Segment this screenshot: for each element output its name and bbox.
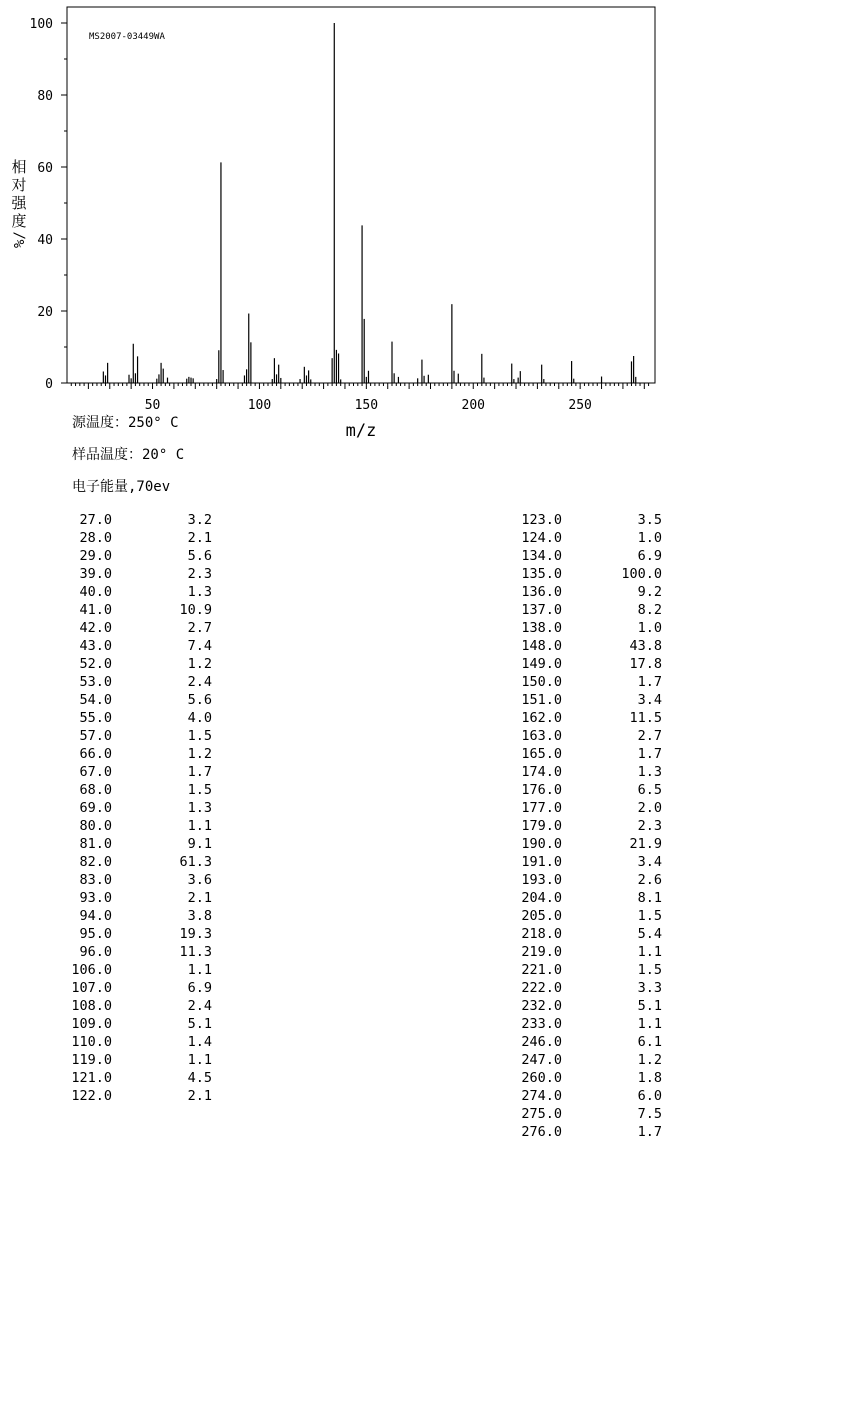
peak-intensity: 2.7 — [637, 728, 662, 744]
peak-mz: 81.0 — [79, 836, 112, 852]
peak-mz: 82.0 — [79, 854, 112, 870]
peak-intensity: 43.8 — [629, 638, 662, 654]
peak-intensity: 21.9 — [629, 836, 662, 852]
peak-mz: 136.0 — [521, 584, 562, 600]
peak-mz: 28.0 — [79, 530, 112, 546]
peak-intensity: 1.2 — [637, 1052, 662, 1068]
peak-mz: 274.0 — [521, 1088, 562, 1104]
peak-intensity: 5.6 — [187, 692, 212, 708]
peak-mz: 42.0 — [79, 620, 112, 636]
peak-mz: 233.0 — [521, 1016, 562, 1032]
peak-mz: 148.0 — [521, 638, 562, 654]
y-tick-label: 100 — [29, 17, 53, 32]
peak-mz: 190.0 — [521, 836, 562, 852]
y-axis-label-char-3: 强 — [11, 194, 27, 212]
x-tick-label: 150 — [354, 398, 379, 413]
peak-intensity: 3.3 — [637, 980, 662, 996]
peak-mz: 138.0 — [521, 620, 562, 636]
peak-intensity: 1.5 — [637, 962, 662, 978]
peak-mz: 57.0 — [79, 728, 112, 744]
peak-intensity: 2.4 — [187, 998, 212, 1014]
peak-mz: 165.0 — [521, 746, 562, 762]
peak-intensity: 4.0 — [187, 710, 212, 726]
x-tick-label: 50 — [144, 398, 161, 413]
peak-mz: 179.0 — [521, 818, 562, 834]
peak-mz: 121.0 — [71, 1070, 112, 1086]
peak-mz: 151.0 — [521, 692, 562, 708]
peak-intensity: 3.5 — [637, 512, 662, 528]
peak-mz: 27.0 — [79, 512, 112, 528]
y-tick-label: 60 — [37, 161, 53, 176]
peak-intensity: 7.4 — [187, 638, 212, 654]
peak-intensity: 8.1 — [637, 890, 662, 906]
y-tick-label: 80 — [37, 89, 53, 104]
peak-intensity: 2.7 — [187, 620, 212, 636]
sample-temperature: 样品温度：20° C — [72, 447, 185, 463]
y-axis-label-unit: %/ — [12, 231, 28, 248]
peak-mz: 124.0 — [521, 530, 562, 546]
peak-intensity: 1.5 — [187, 782, 212, 798]
peak-mz: 93.0 — [79, 890, 112, 906]
peak-mz: 96.0 — [79, 944, 112, 960]
peak-mz: 43.0 — [79, 638, 112, 654]
peak-intensity: 8.2 — [637, 602, 662, 618]
peak-bars — [103, 23, 635, 383]
peak-mz: 39.0 — [79, 566, 112, 582]
peak-intensity: 2.4 — [187, 674, 212, 690]
peak-intensity: 1.5 — [637, 908, 662, 924]
x-axis-label: m/z — [345, 421, 377, 441]
peak-mz: 69.0 — [79, 800, 112, 816]
peak-mz: 94.0 — [79, 908, 112, 924]
x-tick-label: 100 — [247, 398, 272, 413]
peak-mz: 149.0 — [521, 656, 562, 672]
peak-intensity: 2.1 — [187, 530, 212, 546]
peak-mz: 176.0 — [521, 782, 562, 798]
y-tick-label: 20 — [37, 305, 53, 320]
peak-mz: 41.0 — [79, 602, 112, 618]
peak-mz: 204.0 — [521, 890, 562, 906]
peak-intensity: 6.5 — [637, 782, 662, 798]
peak-mz: 232.0 — [521, 998, 562, 1014]
peak-mz: 205.0 — [521, 908, 562, 924]
peak-mz: 276.0 — [521, 1124, 562, 1140]
peak-intensity: 9.1 — [187, 836, 212, 852]
peak-intensity: 19.3 — [179, 926, 212, 942]
peak-intensity: 11.5 — [629, 710, 662, 726]
peak-intensity: 1.1 — [187, 818, 212, 834]
peak-mz: 174.0 — [521, 764, 562, 780]
peak-intensity: 61.3 — [179, 854, 212, 870]
peak-intensity: 1.1 — [187, 962, 212, 978]
peak-intensity: 5.6 — [187, 548, 212, 564]
mass-spectrum-chart — [0, 0, 850, 445]
peak-intensity: 3.4 — [637, 854, 662, 870]
x-tick-label: 250 — [568, 398, 592, 413]
peak-mz: 110.0 — [71, 1034, 112, 1050]
x-axis — [71, 383, 648, 413]
peak-intensity: 5.1 — [637, 998, 662, 1014]
peak-mz: 95.0 — [79, 926, 112, 942]
peak-intensity: 5.1 — [187, 1016, 212, 1032]
peak-mz: 66.0 — [79, 746, 112, 762]
peak-mz: 83.0 — [79, 872, 112, 888]
peak-intensity: 3.2 — [187, 512, 212, 528]
peak-intensity: 10.9 — [179, 602, 212, 618]
peak-mz: 163.0 — [521, 728, 562, 744]
peak-mz: 219.0 — [521, 944, 562, 960]
peak-mz: 80.0 — [79, 818, 112, 834]
peak-mz: 52.0 — [79, 656, 112, 672]
peak-mz: 191.0 — [521, 854, 562, 870]
peak-mz: 193.0 — [521, 872, 562, 888]
source-temperature: 源温度：250° C — [72, 415, 179, 431]
y-axis-label — [11, 158, 28, 248]
peak-intensity: 6.0 — [637, 1088, 662, 1104]
peak-intensity: 3.6 — [187, 872, 212, 888]
peak-mz: 108.0 — [71, 998, 112, 1014]
peak-mz: 106.0 — [71, 962, 112, 978]
peak-intensity: 1.2 — [187, 656, 212, 672]
peak-mz: 221.0 — [521, 962, 562, 978]
peak-intensity: 6.9 — [187, 980, 212, 996]
peak-mz: 68.0 — [79, 782, 112, 798]
peak-intensity: 11.3 — [179, 944, 212, 960]
peak-intensity: 2.6 — [637, 872, 662, 888]
peak-mz: 122.0 — [71, 1088, 112, 1104]
peak-mz: 134.0 — [521, 548, 562, 564]
peak-mz: 275.0 — [521, 1106, 562, 1122]
peak-intensity: 1.8 — [637, 1070, 662, 1086]
peak-intensity: 1.5 — [187, 728, 212, 744]
peak-intensity: 1.0 — [637, 620, 662, 636]
peak-mz: 29.0 — [79, 548, 112, 564]
peak-intensity: 100.0 — [621, 566, 662, 582]
y-axis-label-char-1: 相 — [11, 158, 27, 176]
peak-intensity: 1.1 — [637, 1016, 662, 1032]
peak-mz: 247.0 — [521, 1052, 562, 1068]
peak-mz: 218.0 — [521, 926, 562, 942]
peak-intensity: 1.3 — [187, 584, 212, 600]
peak-intensity: 2.3 — [637, 818, 662, 834]
peak-mz: 54.0 — [79, 692, 112, 708]
peak-intensity: 6.1 — [637, 1034, 662, 1050]
plot-frame — [67, 7, 655, 383]
peak-intensity: 2.3 — [187, 566, 212, 582]
peak-mz: 135.0 — [521, 566, 562, 582]
spectrum-id-label: MS2007-03449WA — [89, 32, 165, 42]
peak-intensity: 1.7 — [187, 764, 212, 780]
y-tick-label: 40 — [37, 233, 53, 248]
peak-intensity: 1.1 — [637, 944, 662, 960]
x-tick-label: 200 — [461, 398, 485, 413]
peak-intensity: 3.4 — [637, 692, 662, 708]
peak-intensity: 1.0 — [637, 530, 662, 546]
peak-intensity: 1.7 — [637, 1124, 662, 1140]
y-axis — [30, 17, 67, 392]
peak-mz: 67.0 — [79, 764, 112, 780]
electron-energy: 电子能量,70ev — [72, 479, 171, 495]
peak-intensity: 17.8 — [629, 656, 662, 672]
y-axis-label-char-4: 度 — [11, 212, 27, 230]
peak-mz: 246.0 — [521, 1034, 562, 1050]
peak-intensity: 1.4 — [187, 1034, 212, 1050]
peak-intensity: 7.5 — [637, 1106, 662, 1122]
peak-mz: 177.0 — [521, 800, 562, 816]
peak-intensity: 1.3 — [187, 800, 212, 816]
peak-mz: 119.0 — [71, 1052, 112, 1068]
y-tick-label: 0 — [45, 377, 53, 392]
peak-mz: 162.0 — [521, 710, 562, 726]
peak-intensity: 2.1 — [187, 1088, 212, 1104]
peak-mz: 53.0 — [79, 674, 112, 690]
y-axis-label-char-2: 对 — [11, 176, 27, 194]
peak-intensity: 5.4 — [637, 926, 662, 942]
peak-mz: 55.0 — [79, 710, 112, 726]
peak-mz: 150.0 — [521, 674, 562, 690]
peak-intensity: 3.8 — [187, 908, 212, 924]
peak-intensity: 2.0 — [637, 800, 662, 816]
peak-intensity: 9.2 — [637, 584, 662, 600]
peak-mz: 40.0 — [79, 584, 112, 600]
peak-intensity: 4.5 — [187, 1070, 212, 1086]
peak-intensity: 1.7 — [637, 674, 662, 690]
peak-intensity: 1.3 — [637, 764, 662, 780]
peak-intensity: 2.1 — [187, 890, 212, 906]
peak-intensity: 1.7 — [637, 746, 662, 762]
peak-mz: 222.0 — [521, 980, 562, 996]
peak-intensity: 1.2 — [187, 746, 212, 762]
peak-mz: 137.0 — [521, 602, 562, 618]
peak-intensity: 6.9 — [637, 548, 662, 564]
peak-mz: 123.0 — [521, 512, 562, 528]
peak-intensity: 1.1 — [187, 1052, 212, 1068]
peak-mz: 260.0 — [521, 1070, 562, 1086]
peak-mz: 109.0 — [71, 1016, 112, 1032]
peak-mz: 107.0 — [71, 980, 112, 996]
